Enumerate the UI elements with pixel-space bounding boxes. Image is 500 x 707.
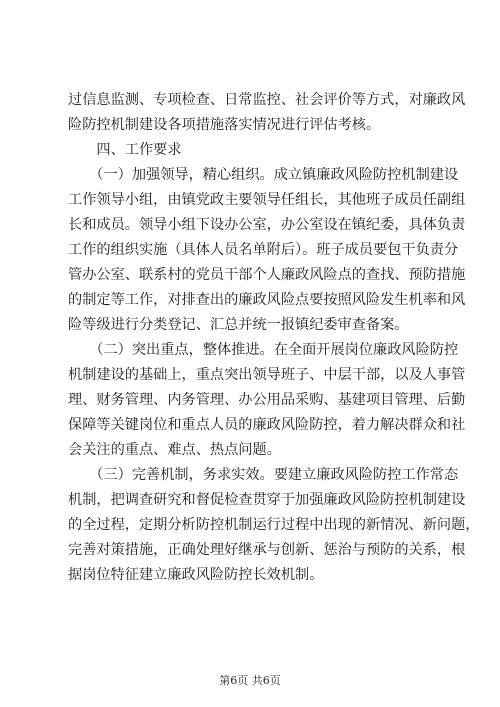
text-line: 理、财务管理、内务管理、办公用品采购、基建项目管理、后勤 [68,392,466,408]
text-line: （二）突出重点，整体推进。在全面开展岗位廉政风险防控 [68,342,459,358]
text-line: 管办公室、联系村的党员干部个人廉政风险点的查找、预防措施 [68,267,466,283]
text-line: 险防控机制建设各项措施落实情况进行评估考核。 [68,117,381,133]
text-line: 险等级进行分类登记、汇总并统一报镇纪委审查备案。 [68,317,409,333]
text-line: 长和成员。领导小组下设办公室，办公室设在镇纪委，具体负责 [68,217,466,233]
text-line: 机制，把调查研究和督促检查贯穿于加强廉政风险防控机制建设 [68,492,466,508]
text-line: 完善对策措施，正确处理好继承与创新、惩治与预防的关系，根 [68,542,466,558]
text-line: （一）加强领导，精心组织。成立镇廉政风险防控机制建设 [68,167,459,183]
text-line: 据岗位特征建立廉政风险防控长效机制。 [68,567,324,583]
text-line: 过信息监测、专项检查、日常监控、社会评价等方式，对廉政风 [68,92,466,108]
text-line: 工作的组织实施（具体人员名单附后）。班子成员要包干负责分 [68,242,459,258]
document-body [68,88,480,588]
text-line: 保障等关键岗位和重点人员的廉政风险防控，着力解决群众和社 [68,417,466,433]
text-line: 工作领导小组，由镇党政主要领导任组长，其他班子成员任副组 [68,192,466,208]
text-line: （三）完善机制，务求实效。要建立廉政风险防控工作常态 [68,467,459,483]
text-line: 四、工作要求 [68,142,182,158]
text-line: 会关注的重点、难点、热点问题。 [68,442,281,458]
text-line: 的制定等工作，对排查出的廉政风险点要按照风险发生机率和风 [68,292,466,308]
page-footer: 第6页 共6页 [219,674,281,687]
text-line: 的全过程，定期分析防控机制运行过程中出现的新情况、新问题， [68,517,480,533]
text-line: 机制建设的基础上，重点突出领导班子、中层干部，以及人事管 [68,367,466,383]
